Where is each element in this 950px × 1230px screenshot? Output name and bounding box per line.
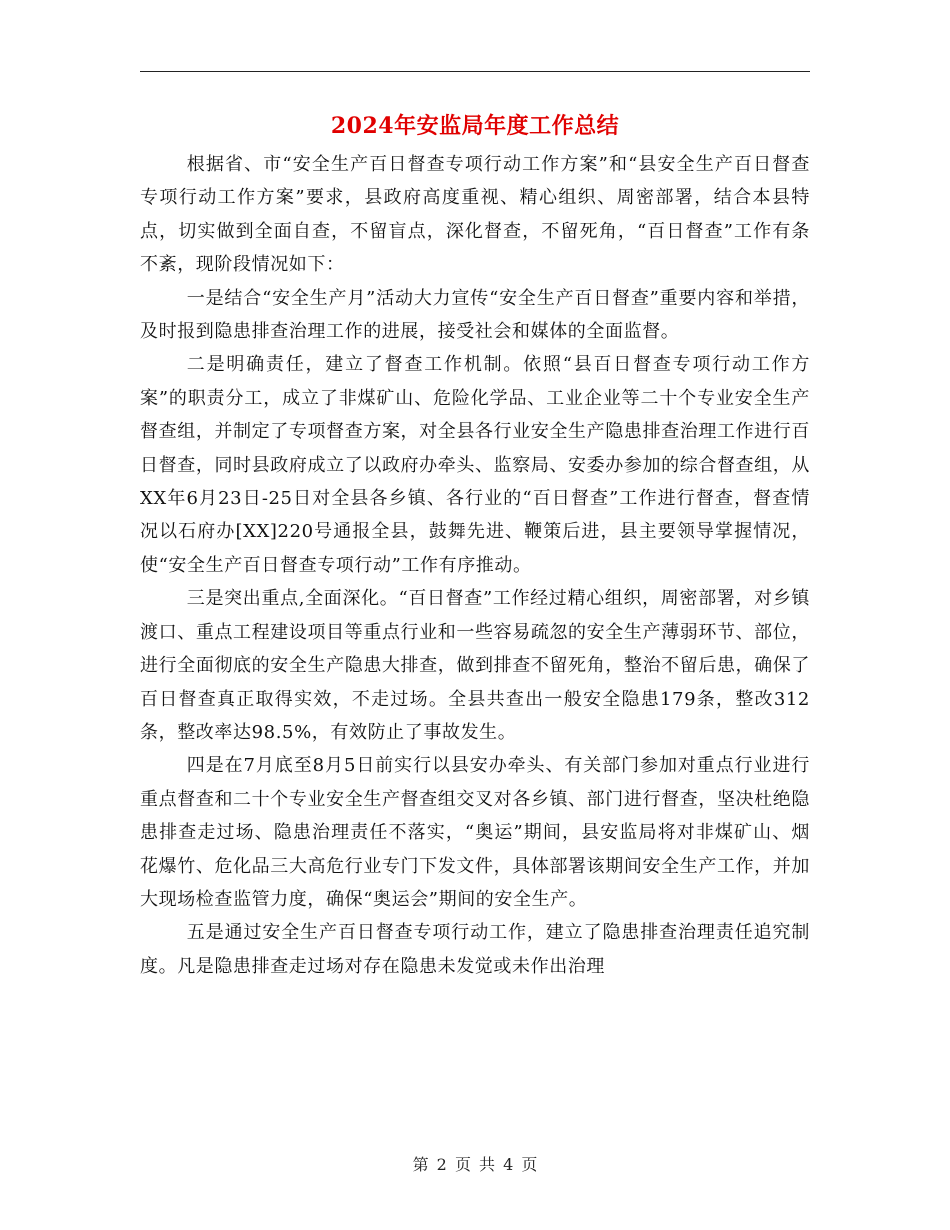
paragraph-one: 一是结合“安全生产月”活动大力宣传“安全生产百日督查”重要内容和举措，及时报到隐患排查治理工作的进展，接受社会和媒体的全面监督。 <box>140 287 810 343</box>
header-rule <box>140 71 810 72</box>
paragraph-three: 三是突出重点,全面深化。“百日督查”工作经过精心组织，周密部署，对乡镇渡口、重点工程建设项目等重点行业和一些容易疏忽的安全生产薄弱环节、部位，进行全面彻底的安全生产隐患大排查，做到排查不留死角，整治不留后患，确保了百日督查真正取得实效，不走过场。全县共查出一般安全隐患179条，整改312条，整改率达98.5%，有效防止了事故发生。 <box>140 588 810 743</box>
paragraph-two: 二是明确责任，建立了督查工作机制。依照“县百日督查专项行动工作方案”的职责分工，成立了非煤矿山、危险化学品、工业企业等二十个专业安全生产督查组，并制定了专项督查方案，对全县各行业安全生产隐患排查治理工作进行百日督查，同时县政府成立了以政府办牵头、监察局、安委办参加的综合督查组，从XX年6月23日-25日对全县各乡镇、各行业的“百日督查”工作进行督查，督查情况以石府办[XX]220号通报全县，鼓舞先进、鞭策后进，县主要领导掌握情况，使“安全生产百日督查专项行动”工作有序推动。 <box>140 354 810 576</box>
paragraph-intro: 根据省、市“安全生产百日督查专项行动工作方案”和“县安全生产百日督查专项行动工作方案”要求，县政府高度重视、精心组织、周密部署，结合本县特点，切实做到全面自查，不留盲点，深化督查，不留死角，“百日督查”工作有条不紊，现阶段情况如下： <box>140 154 810 276</box>
page-footer: 第 2 页 共 4 页 <box>412 1155 538 1174</box>
document-body <box>140 148 810 983</box>
paragraph-five: 五是通过安全生产百日督查专项行动工作，建立了隐患排查治理责任追究制度。凡是隐患排查走过场对存在隐患未发觉或未作出治理 <box>140 922 810 977</box>
paragraph-four: 四是在7月底至8月5日前实行以县安办牵头、有关部门参加对重点行业进行重点督查和二十个专业安全生产督查组交叉对各乡镇、部门进行督查，坚决杜绝隐患排查走过场、隐患治理责任不落实，“奥运”期间，县安监局将对非煤矿山、烟花爆竹、危化品三大高危行业专门下发文件，具体部署该期间安全生产工作，并加大现场检查监管力度，确保“奥运会”期间的安全生产。 <box>140 755 810 910</box>
document-title: 2024年安监局年度工作总结 <box>330 113 620 139</box>
